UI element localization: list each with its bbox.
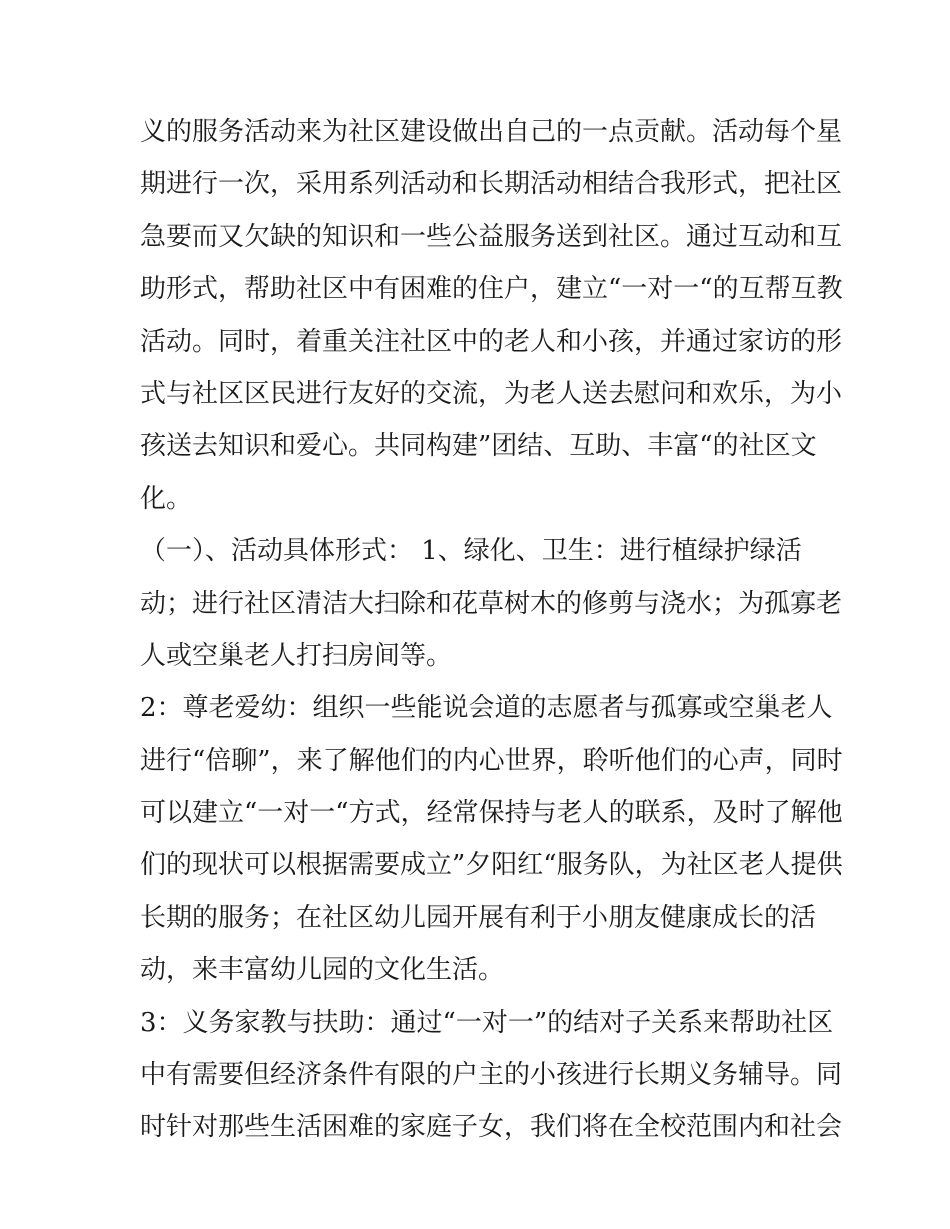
text-line: 中有需要但经济条件有限的户主的小孩进行长期义务辅导。同 bbox=[140, 1060, 843, 1091]
text-line: 可以建立“一对一“方式，经常保持与老人的联系，及时了解他 bbox=[140, 798, 843, 829]
body-text bbox=[140, 106, 843, 1154]
text-line: 动；进行社区清洁大扫除和花草树木的修剪与浇水；为孤寡老 bbox=[140, 588, 843, 619]
text-line: 动，来丰富幼儿园的文化生活。 bbox=[140, 955, 505, 986]
text-line: 长期的服务；在社区幼儿园开展有利于小朋友健康成长的活 bbox=[140, 902, 817, 933]
text-line: 时针对那些生活困难的家庭子女，我们将在全校范围内和社会 bbox=[140, 1112, 843, 1143]
text-line: 式与社区区民进行友好的交流，为老人送去慰问和欢乐，为小 bbox=[140, 378, 843, 409]
text-line: 孩送去知识和爱心。共同构建”团结、互助、丰富“的社区文 bbox=[140, 431, 817, 462]
text-line: 2：尊老爱幼：组织一些能说会道的志愿者与孤寡或空巢老人 bbox=[140, 693, 833, 724]
text-line: 人或空巢老人打扫房间等。 bbox=[140, 640, 453, 671]
text-line: （一）、活动具体形式： 1、绿化、卫生：进行植绿护绿活 bbox=[140, 536, 802, 567]
text-line: 们的现状可以根据需要成立”夕阳红“服务队，为社区老人提供 bbox=[140, 850, 843, 881]
text-line: 化。 bbox=[140, 483, 193, 514]
text-line: 期进行一次，采用系列活动和长期活动相结合我形式，把社区 bbox=[140, 169, 843, 200]
text-line: 进行“倍聊”，来了解他们的内心世界，聆听他们的心声，同时 bbox=[140, 745, 843, 776]
text-line: 急要而又欠缺的知识和一些公益服务送到社区。通过互动和互 bbox=[140, 221, 843, 252]
text-line: 义的服务活动来为社区建设做出自己的一点贡献。活动每个星 bbox=[140, 117, 843, 147]
text-line: 活动。同时，着重关注社区中的老人和小孩，并通过家访的形 bbox=[140, 326, 843, 357]
text-line: 3：义务家教与扶助：通过“一对一”的结对子关系来帮助社区 bbox=[140, 1007, 834, 1038]
text-line: 助形式，帮助社区中有困难的住户，建立“一对一“的互帮互教 bbox=[140, 274, 843, 305]
